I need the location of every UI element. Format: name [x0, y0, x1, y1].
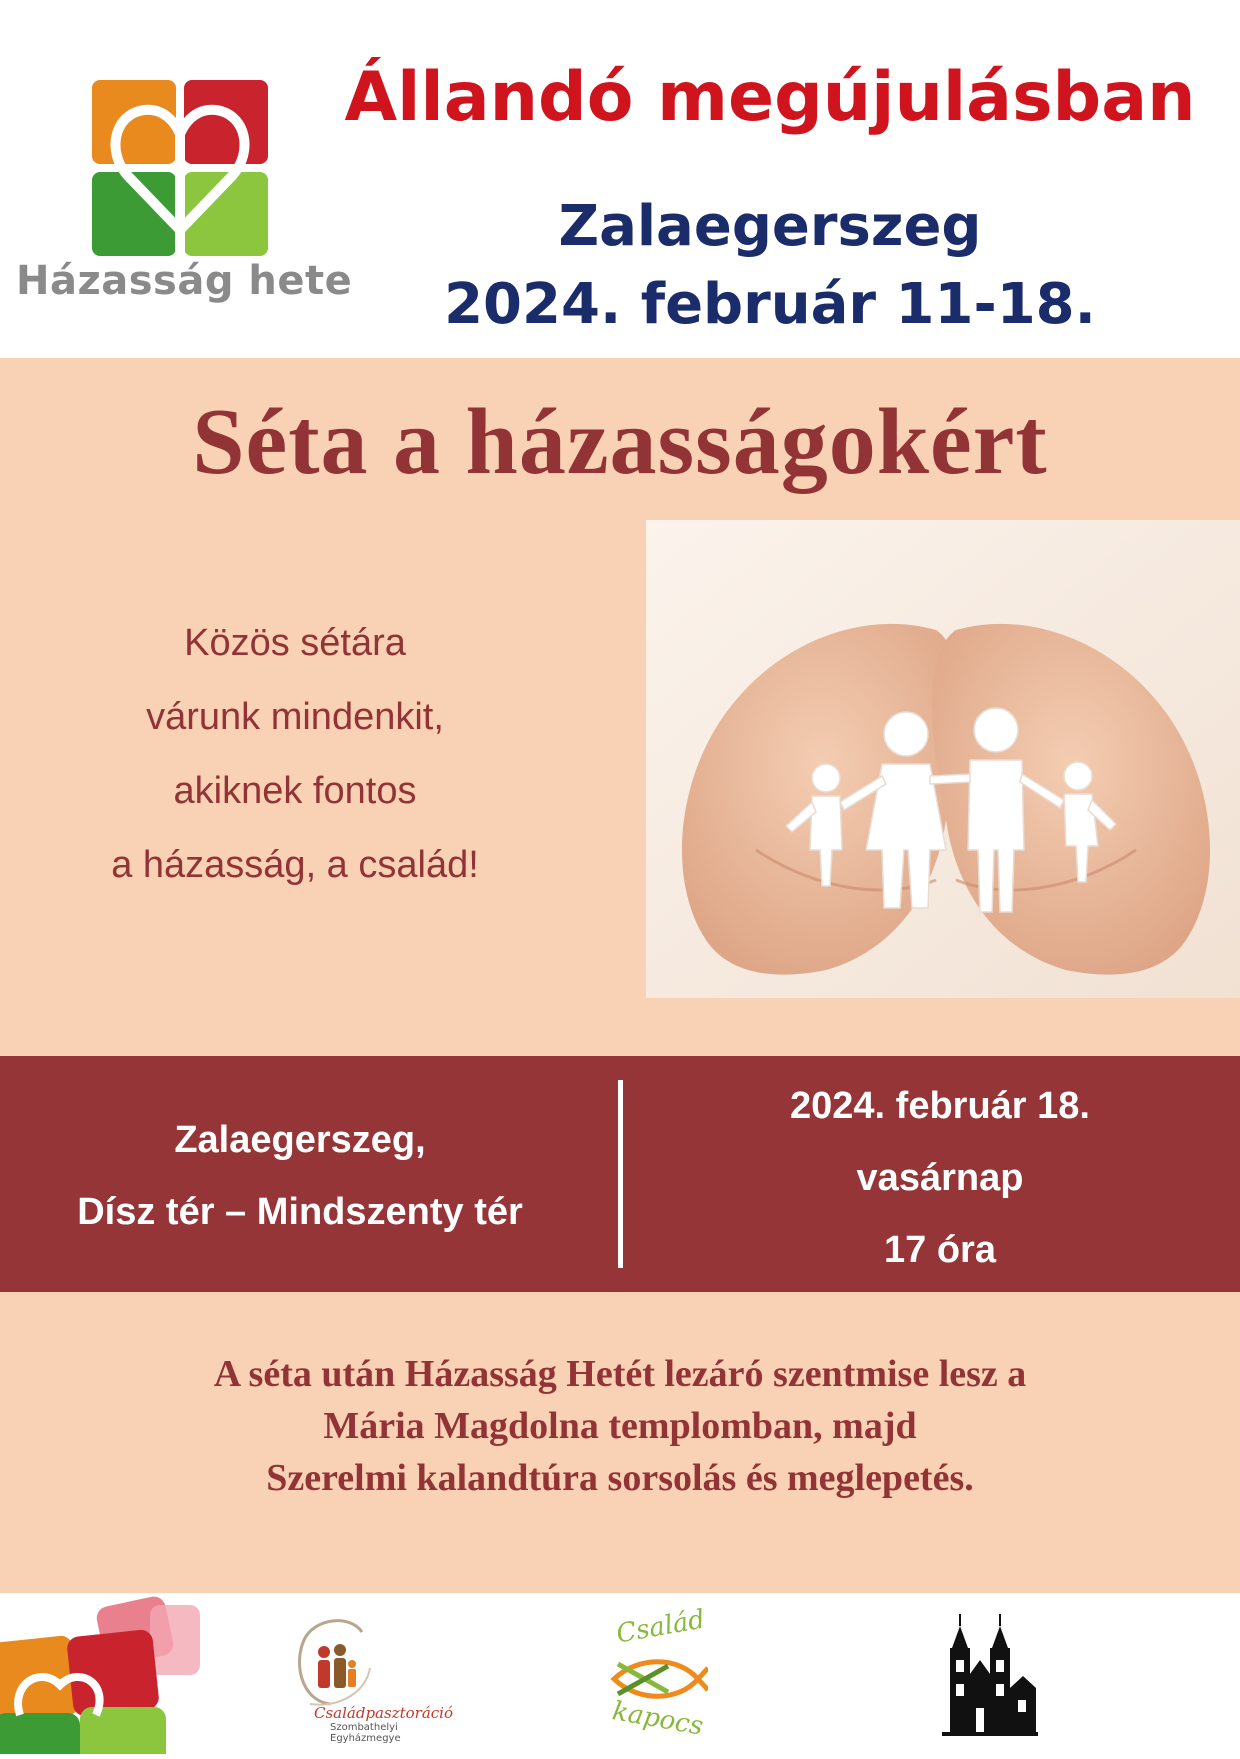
- hazassag-hete-logo: [92, 80, 268, 256]
- pastoral-label: Családpasztoráció: [314, 1704, 454, 1722]
- event-location: [20, 1104, 580, 1248]
- heart-squares-icon: [92, 80, 268, 256]
- headline: Állandó megújulásban: [344, 58, 1196, 137]
- csalad-label: Család: [614, 1604, 708, 1650]
- event-datetime: [660, 1070, 1220, 1286]
- closing-line: Mária Magdolna templomban, majd: [323, 1405, 917, 1447]
- date-heading: 2024. február 11-18.: [444, 272, 1096, 337]
- pastoral-subtitle-line: Egyházmegye: [330, 1733, 401, 1744]
- datetime-line: vasárnap: [856, 1157, 1024, 1199]
- closing-note: [40, 1348, 1200, 1504]
- pastoral-subtitle: [330, 1722, 401, 1744]
- city-heading: Zalaegerszeg: [558, 194, 982, 259]
- closing-line: Szerelmi kalandtúra sorsolás és meglepetés.: [266, 1457, 974, 1499]
- family-icon: [290, 1612, 380, 1708]
- pastoral-subtitle-line: Szombathelyi: [330, 1722, 398, 1733]
- closing-line: A séta után Házasság Hetét lezáró szentmise lesz a: [213, 1353, 1027, 1395]
- datetime-line: 17 óra: [884, 1229, 996, 1271]
- footer-squares-logo: [0, 1595, 200, 1754]
- band-divider: [618, 1080, 623, 1268]
- logo-caption: Házasság hete: [16, 258, 353, 304]
- location-line: Dísz tér – Mindszenty tér: [77, 1191, 523, 1233]
- hands-family-photo: [646, 520, 1240, 998]
- invitation-line: várunk mindenkit,: [146, 696, 444, 738]
- invitation-line: akiknek fontos: [173, 770, 417, 812]
- invitation-text: [70, 606, 520, 902]
- kapocs-label: kapocs: [610, 1696, 706, 1742]
- csalad-kapocs-logo: [600, 1604, 720, 1742]
- invitation-line: Közös sétára: [184, 622, 406, 664]
- fish-icon: [608, 1654, 708, 1704]
- invitation-line: a házasság, a család!: [111, 844, 479, 886]
- datetime-line: 2024. február 18.: [790, 1085, 1090, 1127]
- church-icon: [940, 1608, 1040, 1738]
- event-title: Séta a házasságokért: [192, 390, 1048, 494]
- csaladpasztoracio-logo: [290, 1612, 460, 1742]
- location-line: Zalaegerszeg,: [174, 1119, 426, 1161]
